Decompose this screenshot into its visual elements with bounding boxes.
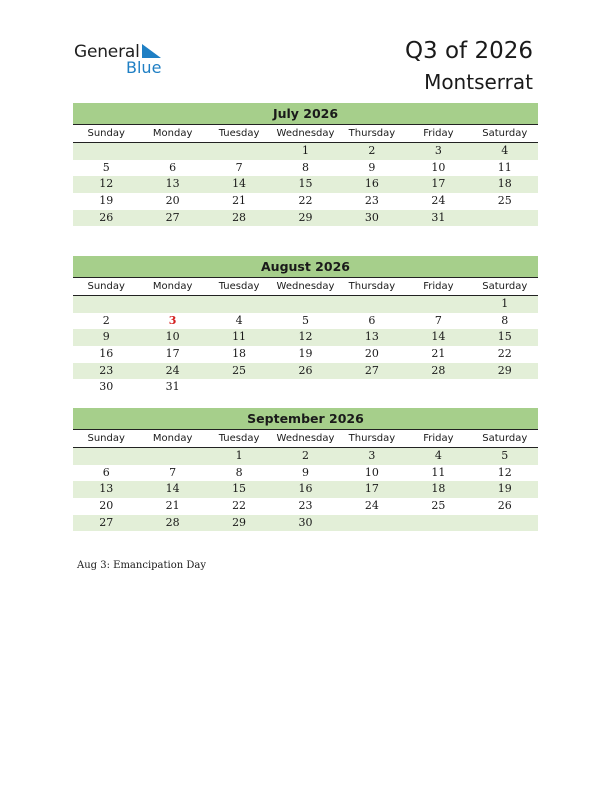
weekday-label: Friday (423, 433, 454, 444)
day-cell: 13 (364, 330, 379, 344)
day-cell: 10 (165, 330, 180, 344)
weekday-row (73, 430, 538, 448)
week-row (73, 160, 538, 177)
empty-day-cell (472, 210, 538, 227)
day-cell: 22 (497, 347, 512, 361)
day-cell: 4 (501, 144, 509, 157)
week-row (73, 379, 538, 396)
day-cell: 25 (431, 499, 446, 513)
day-cell: 17 (431, 177, 446, 191)
day-cell: 5 (102, 160, 110, 174)
day-cell: 20 (99, 499, 114, 513)
day-cell: 29 (298, 210, 313, 224)
day-cell: 17 (165, 347, 180, 361)
day-cell: 30 (298, 515, 313, 529)
weeks (73, 143, 538, 226)
day-cell: 8 (235, 465, 243, 479)
day-cell: 24 (165, 363, 180, 377)
day-cell: 30 (364, 210, 379, 224)
day-cell: 6 (102, 465, 110, 479)
weekday-label: Saturday (482, 433, 528, 444)
day-cell: 15 (497, 330, 512, 344)
empty-day-cell (339, 515, 405, 532)
weekday-row (73, 125, 538, 143)
day-cell: 26 (99, 210, 114, 224)
weeks (73, 296, 538, 396)
empty-day-cell (73, 143, 139, 160)
empty-day-cell (339, 379, 405, 396)
empty-day-cell (206, 379, 272, 396)
empty-day-cell (73, 448, 139, 465)
week-row (73, 515, 538, 532)
weekday-label: Monday (152, 281, 193, 292)
day-cell: 6 (368, 313, 376, 327)
day-cell: 15 (232, 482, 247, 496)
month-header: August 2026 (73, 256, 538, 278)
weekday-label: Wednesday (276, 281, 335, 292)
weekday-label: Friday (423, 128, 454, 139)
empty-day-cell (272, 379, 338, 396)
day-cell: 12 (99, 177, 114, 191)
logo-blue-text: Blue (126, 58, 162, 77)
day-cell: 22 (298, 194, 313, 208)
empty-day-cell (339, 296, 405, 313)
day-cell: 7 (235, 160, 243, 174)
day-cell: 12 (298, 330, 313, 344)
day-cell: 11 (232, 330, 247, 344)
month-header: July 2026 (73, 103, 538, 125)
week-row (73, 210, 538, 227)
week-row (73, 143, 538, 160)
weekday-label: Thursday (348, 433, 396, 444)
day-cell: 6 (169, 160, 177, 174)
day-cell: 11 (497, 160, 512, 174)
day-cell: 29 (232, 515, 247, 529)
day-cell: 27 (165, 210, 180, 224)
empty-day-cell (472, 515, 538, 532)
day-cell: 19 (298, 347, 313, 361)
day-cell: 1 (235, 449, 243, 462)
day-cell: 10 (431, 160, 446, 174)
day-cell: 5 (501, 449, 509, 462)
day-cell: 28 (232, 210, 247, 224)
weekday-label: Wednesday (276, 433, 335, 444)
day-cell: 21 (232, 194, 247, 208)
day-cell: 31 (165, 380, 180, 394)
day-cell: 2 (368, 144, 376, 157)
month-header: September 2026 (73, 408, 538, 430)
weekday-label: Tuesday (218, 281, 260, 292)
day-cell: 26 (298, 363, 313, 377)
empty-day-cell (472, 379, 538, 396)
day-cell: 14 (165, 482, 180, 496)
month-july (73, 103, 538, 226)
empty-day-cell (405, 515, 471, 532)
day-cell: 4 (434, 449, 442, 462)
day-cell: 2 (301, 449, 309, 462)
day-cell: 24 (431, 194, 446, 208)
day-cell: 3 (368, 449, 376, 462)
day-cell: 12 (497, 465, 512, 479)
day-cell: 14 (431, 330, 446, 344)
day-cell: 18 (232, 347, 247, 361)
holiday-note: Aug 3: Emancipation Day (77, 560, 206, 571)
week-row (73, 176, 538, 193)
day-cell: 27 (364, 363, 379, 377)
day-cell: 3 (168, 313, 177, 327)
day-cell: 11 (431, 465, 446, 479)
day-cell: 7 (169, 465, 177, 479)
day-cell: 30 (99, 380, 114, 394)
weekday-row (73, 278, 538, 296)
weekday-label: Monday (152, 433, 193, 444)
day-cell: 16 (298, 482, 313, 496)
empty-day-cell (139, 143, 205, 160)
day-cell: 20 (364, 347, 379, 361)
day-cell: 29 (497, 363, 512, 377)
day-cell: 5 (301, 313, 309, 327)
week-row (73, 346, 538, 363)
page-title: Q3 of 2026 (404, 38, 533, 64)
page-subtitle: Montserrat (424, 70, 533, 94)
day-cell: 7 (434, 313, 442, 327)
weekday-label: Saturday (482, 281, 528, 292)
day-cell: 1 (301, 144, 309, 157)
weekday-label: Saturday (482, 128, 528, 139)
day-cell: 14 (232, 177, 247, 191)
weekday-label: Monday (152, 128, 193, 139)
day-cell: 13 (165, 177, 180, 191)
day-cell: 16 (99, 347, 114, 361)
day-cell: 10 (364, 465, 379, 479)
weekday-label: Friday (423, 281, 454, 292)
day-cell: 25 (497, 194, 512, 208)
empty-day-cell (405, 296, 471, 313)
day-cell: 9 (301, 465, 309, 479)
weekday-label: Thursday (348, 128, 396, 139)
day-cell: 16 (364, 177, 379, 191)
day-cell: 25 (232, 363, 247, 377)
weekday-label: Tuesday (218, 128, 260, 139)
week-row (73, 481, 538, 498)
week-row (73, 329, 538, 346)
day-cell: 23 (99, 363, 114, 377)
day-cell: 19 (497, 482, 512, 496)
day-cell: 17 (364, 482, 379, 496)
day-cell: 13 (99, 482, 114, 496)
logo-general-text: General (74, 42, 140, 62)
day-cell: 26 (497, 499, 512, 513)
day-cell: 1 (501, 297, 509, 310)
day-cell: 20 (165, 194, 180, 208)
week-row (73, 465, 538, 482)
week-row (73, 313, 538, 330)
day-cell: 23 (364, 194, 379, 208)
day-cell: 23 (298, 499, 313, 513)
week-row (73, 448, 538, 465)
week-row (73, 498, 538, 515)
weekday-label: Wednesday (276, 128, 335, 139)
month-august (73, 256, 538, 396)
weekday-label: Thursday (348, 281, 396, 292)
day-cell: 21 (165, 499, 180, 513)
day-cell: 28 (165, 515, 180, 529)
month-september (73, 408, 538, 531)
day-cell: 9 (102, 330, 110, 344)
weekday-label: Sunday (87, 128, 125, 139)
day-cell: 15 (298, 177, 313, 191)
weekday-label: Tuesday (218, 433, 260, 444)
day-cell: 8 (301, 160, 309, 174)
week-row (73, 193, 538, 210)
empty-day-cell (73, 296, 139, 313)
day-cell: 27 (99, 515, 114, 529)
week-row (73, 363, 538, 380)
empty-day-cell (206, 143, 272, 160)
day-cell: 3 (434, 144, 442, 157)
day-cell: 22 (232, 499, 247, 513)
day-cell: 9 (368, 160, 376, 174)
day-cell: 18 (431, 482, 446, 496)
weekday-label: Sunday (87, 433, 125, 444)
day-cell: 2 (102, 313, 110, 327)
day-cell: 24 (364, 499, 379, 513)
logo (74, 42, 174, 78)
day-cell: 19 (99, 194, 114, 208)
empty-day-cell (139, 448, 205, 465)
weeks (73, 448, 538, 531)
weekday-label: Sunday (87, 281, 125, 292)
week-row (73, 296, 538, 313)
empty-day-cell (139, 296, 205, 313)
day-cell: 8 (501, 313, 509, 327)
day-cell: 18 (497, 177, 512, 191)
day-cell: 4 (235, 313, 243, 327)
day-cell: 21 (431, 347, 446, 361)
day-cell: 31 (431, 210, 446, 224)
empty-day-cell (272, 296, 338, 313)
empty-day-cell (405, 379, 471, 396)
day-cell: 28 (431, 363, 446, 377)
empty-day-cell (206, 296, 272, 313)
